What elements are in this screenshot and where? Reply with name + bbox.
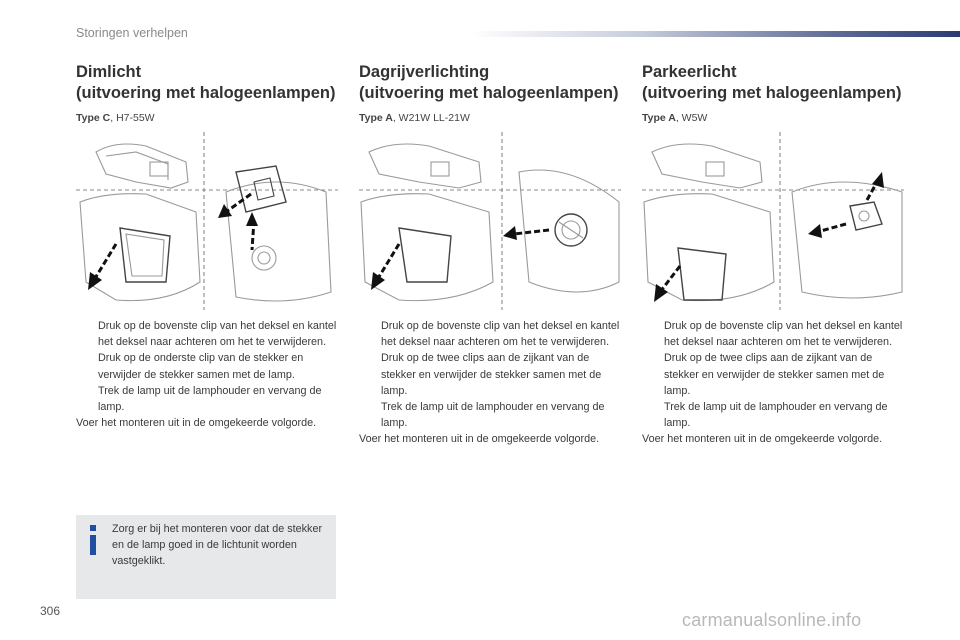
instructions-parkeerlicht [642,318,910,448]
type-label: Type C [76,112,111,124]
step-text: Trek de lamp uit de lamphouder en vervang de lamp. [664,401,888,430]
section-title [359,62,624,106]
title-line-1: Dimlicht [76,63,142,81]
bullet-icon [76,383,98,415]
column-dagrijverlichting [359,62,624,126]
bullet-icon [642,399,664,431]
watermark: carmanualsonline.info [682,610,862,630]
bullet-icon [76,350,98,382]
type-label: Type A [642,112,676,124]
headlamp-dagrijverlichting-illustration [359,132,621,310]
type-value: , H7-55W [110,112,155,124]
step-item [76,350,344,382]
instructions-dimlicht [76,318,344,431]
step-item [76,383,344,415]
bullet-icon [76,318,98,350]
step-item [642,399,910,431]
page-number: 306 [40,604,61,618]
step-text: Druk op de bovenste clip van het deksel en kantel het deksel naar achteren om het te verwijderen. [664,320,903,349]
step-text: Druk op de onderste clip van de stekker en verwijder de stekker samen met de lamp. [98,352,304,381]
closing-text: Voer het monteren uit in de omgekeerde volgorde. [359,433,600,446]
title-line-2: (uitvoering met halogeenlampen) [642,84,902,102]
type-label: Type A [359,112,393,124]
bullet-icon [642,318,664,350]
step-text: Druk op de twee clips aan de zijkant van de stekker en verwijder de stekker samen met de lamp. [664,352,885,397]
closing-text: Voer het monteren uit in de omgekeerde volgorde. [76,417,317,430]
column-dimlicht [76,62,341,126]
section-header: Storingen verhelpen [76,26,188,40]
title-line-2: (uitvoering met halogeenlampen) [76,84,336,102]
step-item [359,350,627,399]
bullet-icon [642,350,664,399]
step-text: Trek de lamp uit de lamphouder en vervang de lamp. [98,384,322,414]
title-line-2: (uitvoering met halogeenlampen) [359,84,619,102]
title-line-1: Parkeerlicht [642,63,737,81]
headlamp-parkeerlicht-illustration [642,132,904,310]
headlamp-dimlicht-illustration [76,132,338,310]
step-item [642,350,910,399]
step-item [359,399,627,431]
type-value: , W5W [675,112,708,124]
type-value: , W21W LL-21W [392,112,470,124]
bullet-icon [359,350,381,399]
info-note [76,515,336,599]
bullet-icon [359,399,381,431]
section-title [642,62,907,106]
info-text: Zorg er bij het monteren voor dat de stekker en de lamp goed in de lichtunit worden vastgeklikt. [112,523,323,568]
step-item [76,318,344,350]
step-text: Druk op de bovenste clip van het deksel en kantel het deksel naar achteren om het te verwijderen. [98,320,337,349]
step-item [359,318,627,350]
type-line [359,112,624,126]
step-text: Trek de lamp uit de lamphouder en vervang de lamp. [381,401,605,430]
section-title [76,62,341,106]
type-line [642,112,907,126]
bullet-icon [359,318,381,350]
step-text: Druk op de twee clips aan de zijkant van de stekker en verwijder de stekker samen met de lamp. [381,352,602,397]
type-line [76,112,341,126]
step-text: Druk op de bovenste clip van het deksel en kantel het deksel naar achteren om het te verwijderen. [381,320,620,349]
step-item [642,318,910,350]
info-icon [86,525,100,555]
instructions-dagrijverlichting [359,318,627,448]
closing-text: Voer het monteren uit in de omgekeerde volgorde. [642,433,883,446]
header-bar [470,31,960,37]
title-line-1: Dagrijverlichting [359,63,490,81]
column-parkeerlicht [642,62,907,126]
